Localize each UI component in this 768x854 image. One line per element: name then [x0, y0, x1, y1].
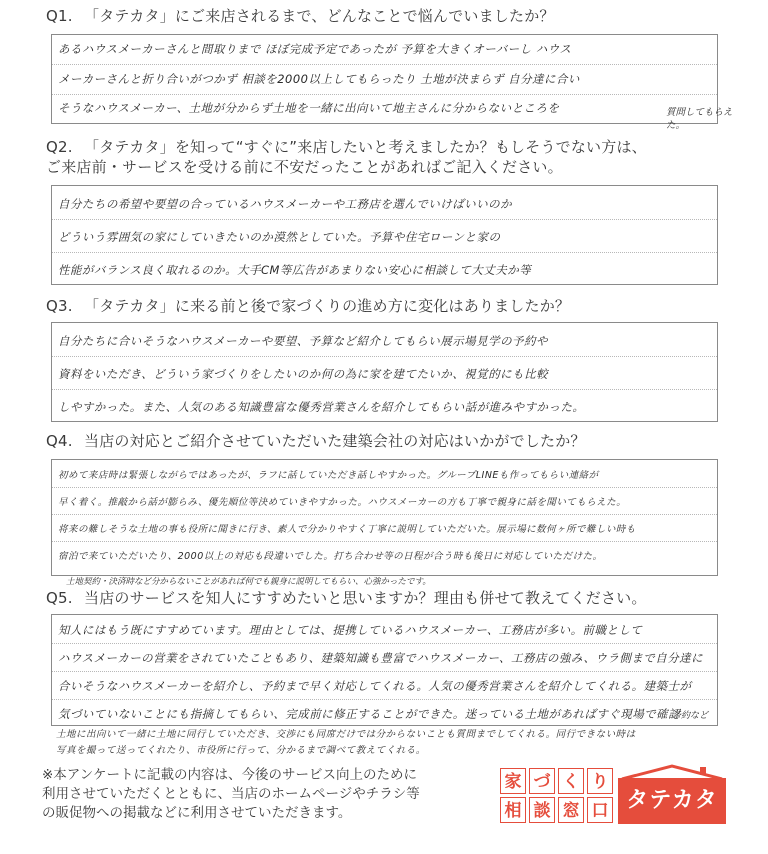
- logo-tile: 口: [587, 797, 613, 823]
- question-5: [46, 588, 647, 608]
- answer-line: ハウスメーカーの営業をされていたこともあり、建築知識も豊富でハウスメーカー、工務店の強み、ウラ側まで自分達に: [58, 651, 704, 665]
- question-text: 「タテカタ」に来る前と後で家づくりの進め方に変化はありましたか？: [84, 297, 571, 315]
- answer-box-4: [51, 459, 718, 576]
- question-number: Q5.: [46, 589, 73, 607]
- question-text: 「タテカタ」にご来店されるまで、どんなことで悩んでいましたか？: [84, 7, 555, 25]
- notice-line: 利用させていただくとともに、当店のホームページやチラシ等: [42, 786, 420, 802]
- notice-line: の販促物への掲載などに利用させていただきます。: [42, 805, 352, 821]
- answer-line: 資料をいただき、どういう家づくりをしたいのか何の為に家を建てたいか、視覚的にも比較: [58, 367, 549, 381]
- answer-line: 気づいていないことにも指摘してもらい、完成前に修正することができた。迷っている土地があればすぐ現場で確認: [58, 707, 681, 721]
- answer-line: どういう雰囲気の家にしていきたいのか漠然としていた。予算や住宅ローンと家の: [58, 230, 501, 244]
- answer-box-5: [51, 614, 718, 726]
- usage-notice: [42, 766, 512, 823]
- notice-line: ※本アンケートに記載の内容は、今後のサービス向上のために: [42, 767, 418, 783]
- answer-box-1: [51, 34, 718, 124]
- question-text: 「タテカタ」を知って“すぐに”来店したいと考えましたか？もしそうでない方は、: [84, 138, 647, 156]
- logo-tile: 談: [529, 797, 555, 823]
- question-number: Q4.: [46, 432, 73, 450]
- question-4: [46, 431, 586, 451]
- question-text: 当店の対応とご紹介させていただいた建築会社の対応はいかがでしたか？: [84, 432, 586, 450]
- brand-name: タテカタ: [618, 778, 726, 824]
- answer-line: あるハウスメーカーさんと間取りまで ほぼ完成予定であったが 予算を大きくオーバーし ハウス: [58, 42, 572, 56]
- question-text: 当店のサービスを知人にすすめたいと思いますか？理由も併せて教えてください。: [84, 589, 647, 607]
- logo-tile: く: [558, 768, 584, 794]
- answer-side-note: 予約など: [672, 711, 709, 721]
- answer-line: 早く着く。推敲から話が膨らみ、優先順位等決めていきやすかった。ハウスメーカーの方も丁寧で親身に話を聞いてもらえた。: [58, 497, 627, 508]
- answer-box-3: [51, 322, 718, 422]
- answer-line-overflow: 写真を撮って送ってくれたり、市役所に行って、分かるまで調べて教えてくれる。: [56, 745, 426, 756]
- answer-line: しやすかった。また、人気のある知識豊富な優秀営業さんを紹介してもらい話が進みやすかった。: [58, 400, 585, 414]
- question-2: [46, 137, 647, 157]
- question-number: Q1.: [46, 7, 73, 25]
- answer-box-2: [51, 185, 718, 285]
- question-2-line-2: [46, 157, 563, 177]
- question-number: Q2.: [46, 138, 73, 156]
- question-1: [46, 6, 555, 26]
- answer-side-note: 土地契約・決済時など分からないことがあれば何でも親身に説明してもらい、心強かったです。: [66, 577, 431, 587]
- answer-line: 合いそうなハウスメーカーを紹介し、予約まで早く対応してくれる。人気の優秀営業さんを紹介してくれる。建築士が: [58, 679, 692, 693]
- logo-tile: 相: [500, 797, 526, 823]
- question-text: ご来店前・サービスを受ける前に不安だったことがあればご記入ください。: [46, 158, 563, 176]
- answer-side-note: 質問してもらえた。: [666, 107, 733, 131]
- logo-tile: 家: [500, 768, 526, 794]
- answer-line-overflow: 土地に出向いて一緒に土地に同行していただき、交渉にも同席だけでは分からないことも質問までしてくれる。同行できない時は: [56, 729, 636, 740]
- answer-line: 宿泊で来ていただいたり、2000以上の対応も段違いでした。打ち合わせ等の日程が合う時も後日に対応していただけた。: [58, 551, 603, 562]
- answer-line: メーカーさんと折り合いがつかず 相談を2000以上してもらったり 土地が決まらず 自分達に合い: [58, 72, 580, 86]
- logo-tile: り: [587, 768, 613, 794]
- answer-line: 初めて来店時は緊張しながらではあったが、ラフに話していただき話しやすかった。グループLINEも作ってもらい連絡が: [58, 470, 599, 481]
- logo-tile: づ: [529, 768, 555, 794]
- tatekata-logo: [500, 764, 728, 826]
- answer-line: 知人にはもう既にすすめています。理由としては、提携しているハウスメーカー、工務店が多い。前職として: [58, 623, 643, 637]
- question-3: [46, 296, 570, 316]
- answer-line: 自分たちに合いそうなハウスメーカーや要望、予算など紹介してもらい展示場見学の予約や: [58, 334, 548, 348]
- logo-tile: 窓: [558, 797, 584, 823]
- question-number: Q3.: [46, 297, 73, 315]
- answer-line: そうなハウスメーカー、土地が分からず土地を一緒に出向いて地主さんに分からないところを: [58, 101, 560, 115]
- answer-line: 性能がバランス良く取れるのか。大手CM等広告があまりない安心に相談して大丈夫か等: [58, 263, 532, 277]
- answer-line: 自分たちの希望や要望の合っているハウスメーカーや工務店を選んでいけばいいのか: [58, 197, 513, 211]
- answer-line: 将来の難しそうな土地の事も役所に聞きに行き、素人で分かりやすく丁寧に説明していただいた。展示場に数何ヶ所で難しい時も: [58, 524, 636, 535]
